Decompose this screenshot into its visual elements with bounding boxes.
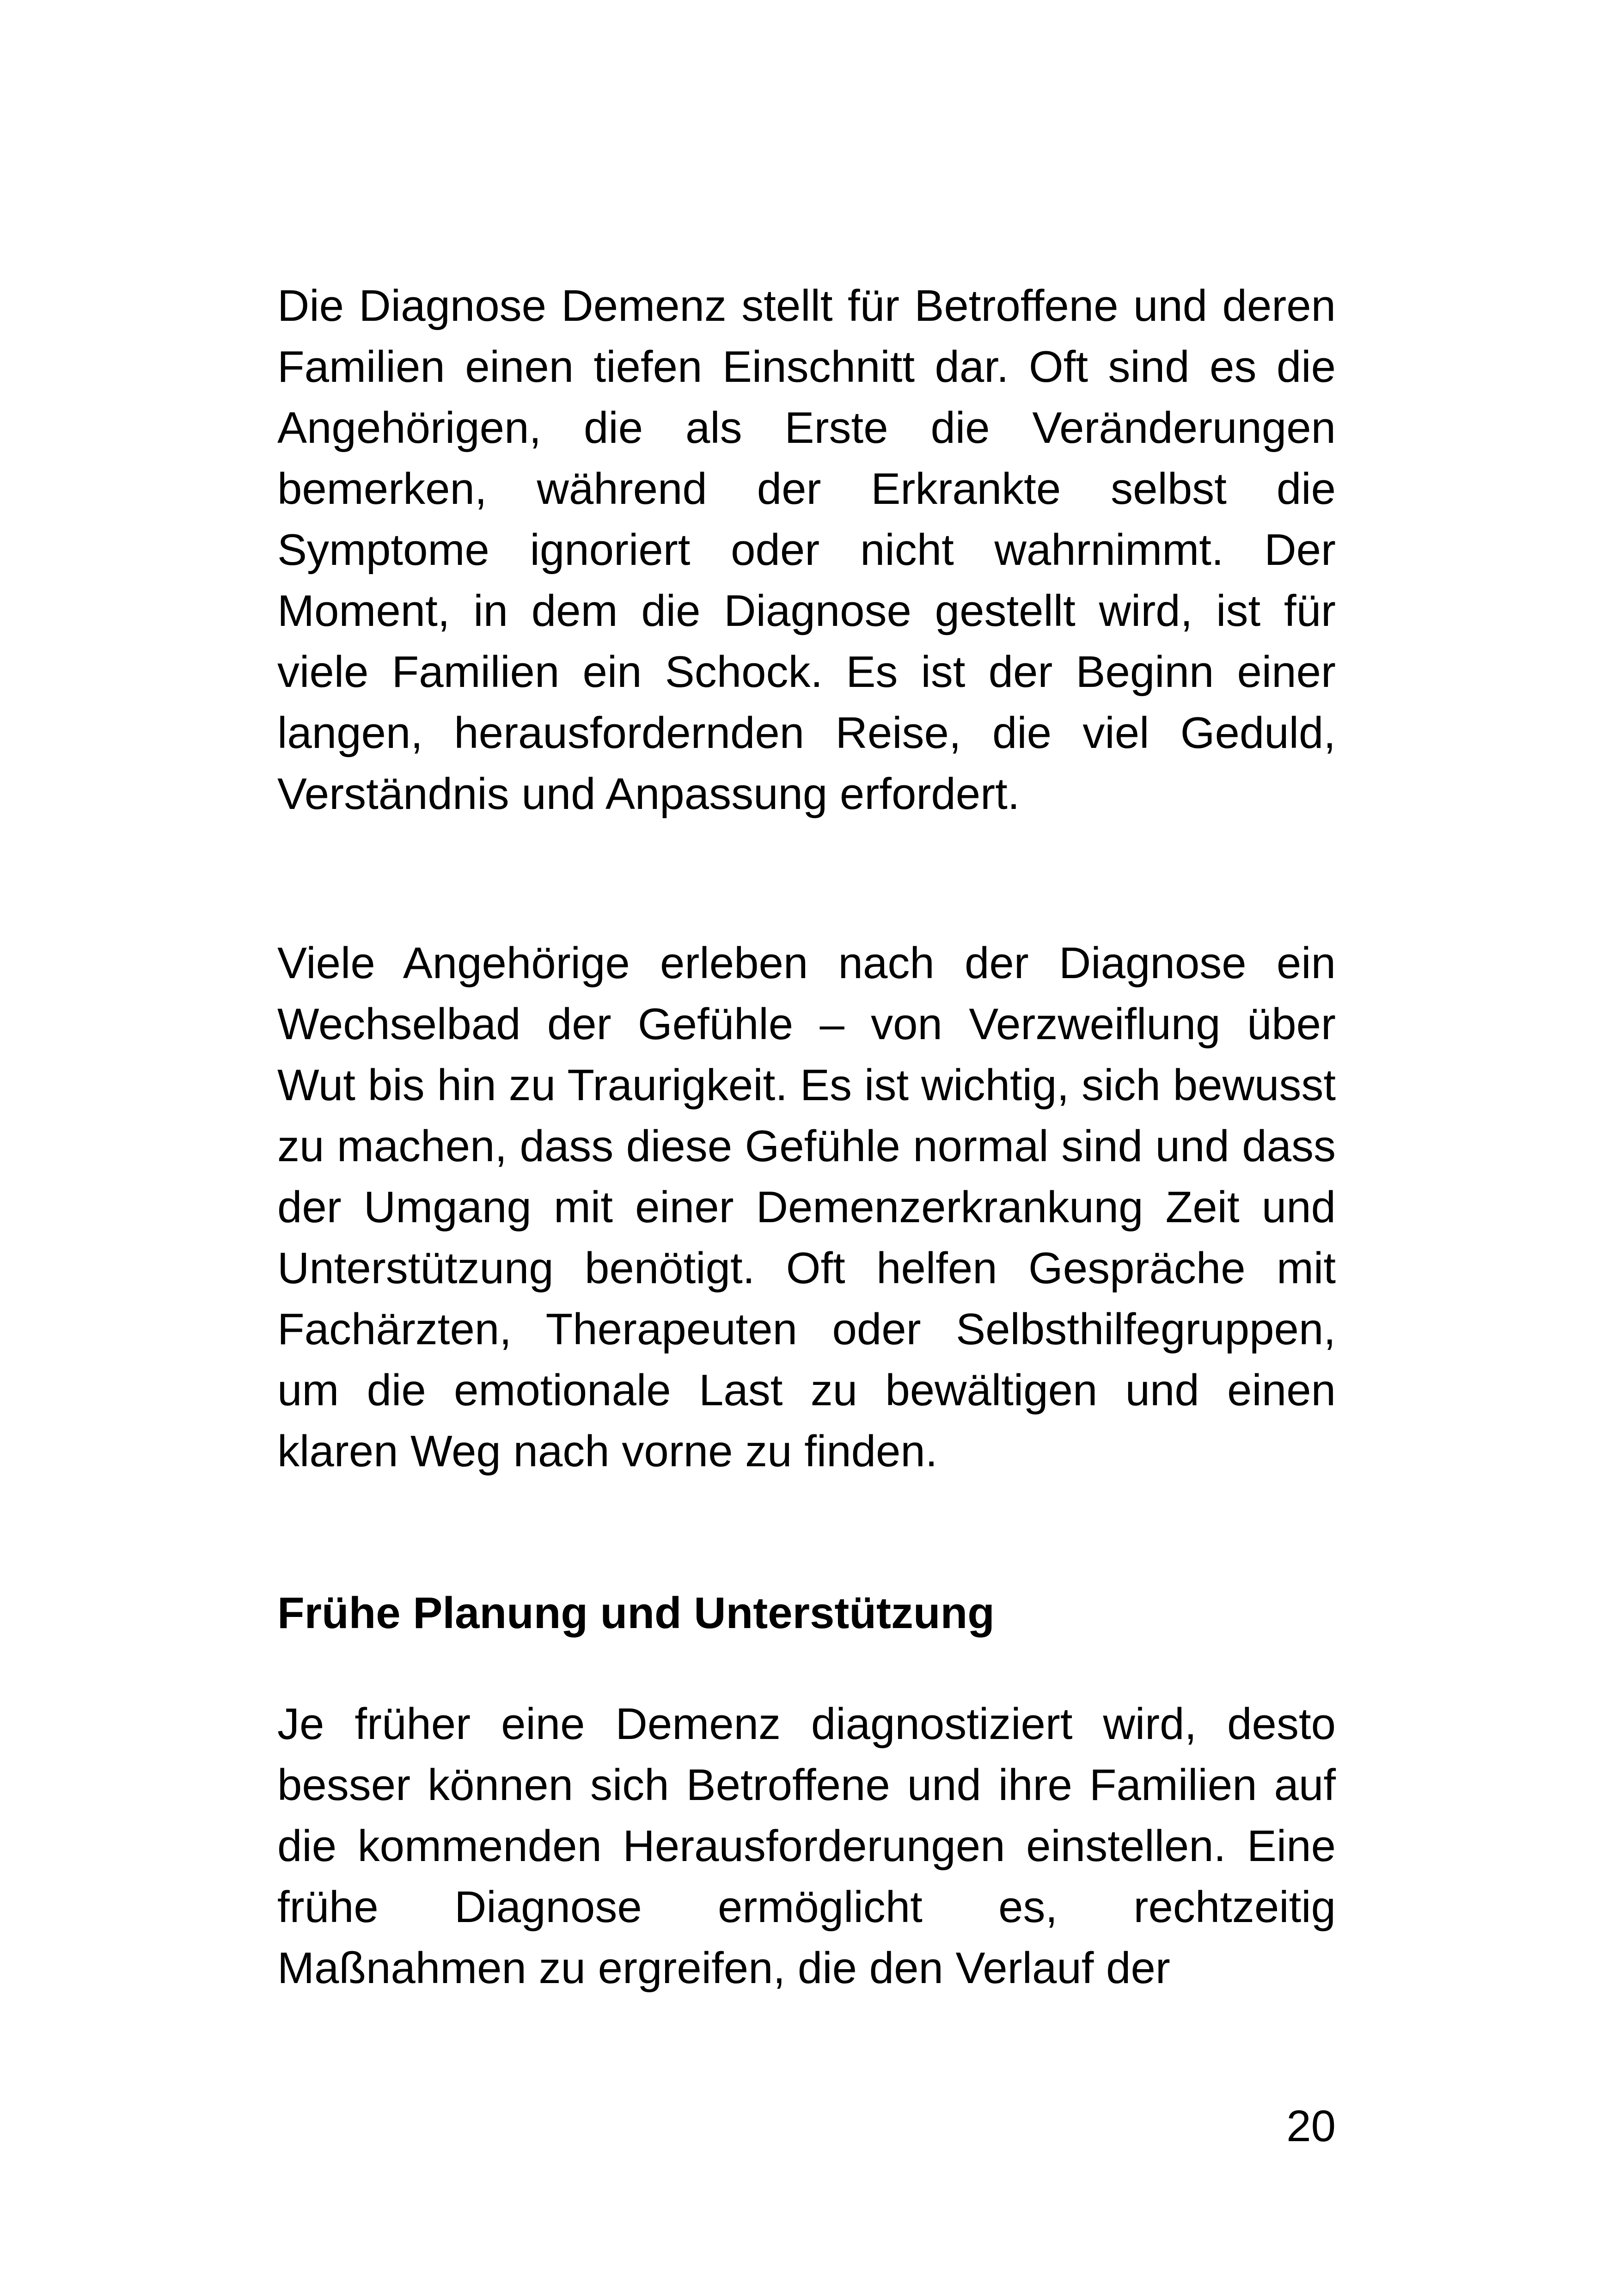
body-paragraph: Die Diagnose Demenz stellt für Betroffene und deren Familien einen tiefen Einschnitt dar. Oft sind es die Angehörigen, die als Erste die Veränderungen bemerken, während der Erkrankte selbst die Symptome ignoriert oder nicht wahrnimmt. Der Moment, in dem die Diagnose gestellt wird, ist für viele Familien ein Schock. Es ist der Beginn einer langen, herausfordernden Reise, die viel Geduld, Verständnis und Anpassung erfordert. — [277, 281, 1336, 819]
body-paragraph: Viele Angehörige erleben nach der Diagnose ein Wechselbad der Gefühle – von Verzweiflung über Wut bis hin zu Traurigkeit. Es ist wichtig, sich bewusst zu machen, dass diese Gefühle normal sind und dass der Umgang mit einer Demenzerkrankung Zeit und Unterstützung benötigt. Oft helfen Gespräche mit Fachärzten, Therapeuten oder Selbsthilfegruppen, um die emotionale Last zu bewältigen und einen klaren Weg nach vorne zu finden. — [277, 938, 1336, 1476]
page-number: 20 — [1286, 2101, 1336, 2151]
body-paragraph: Je früher eine Demenz diagnostiziert wird, desto besser können sich Betroffene und ihre Familien auf die kommenden Herausforderungen einstellen. Eine frühe Diagnose ermöglicht es, rechtzeitig Maßnahmen zu ergreifen, die den Verlauf der — [277, 1699, 1336, 1993]
section-heading: Frühe Planung und Unterstützung — [277, 1588, 995, 1638]
